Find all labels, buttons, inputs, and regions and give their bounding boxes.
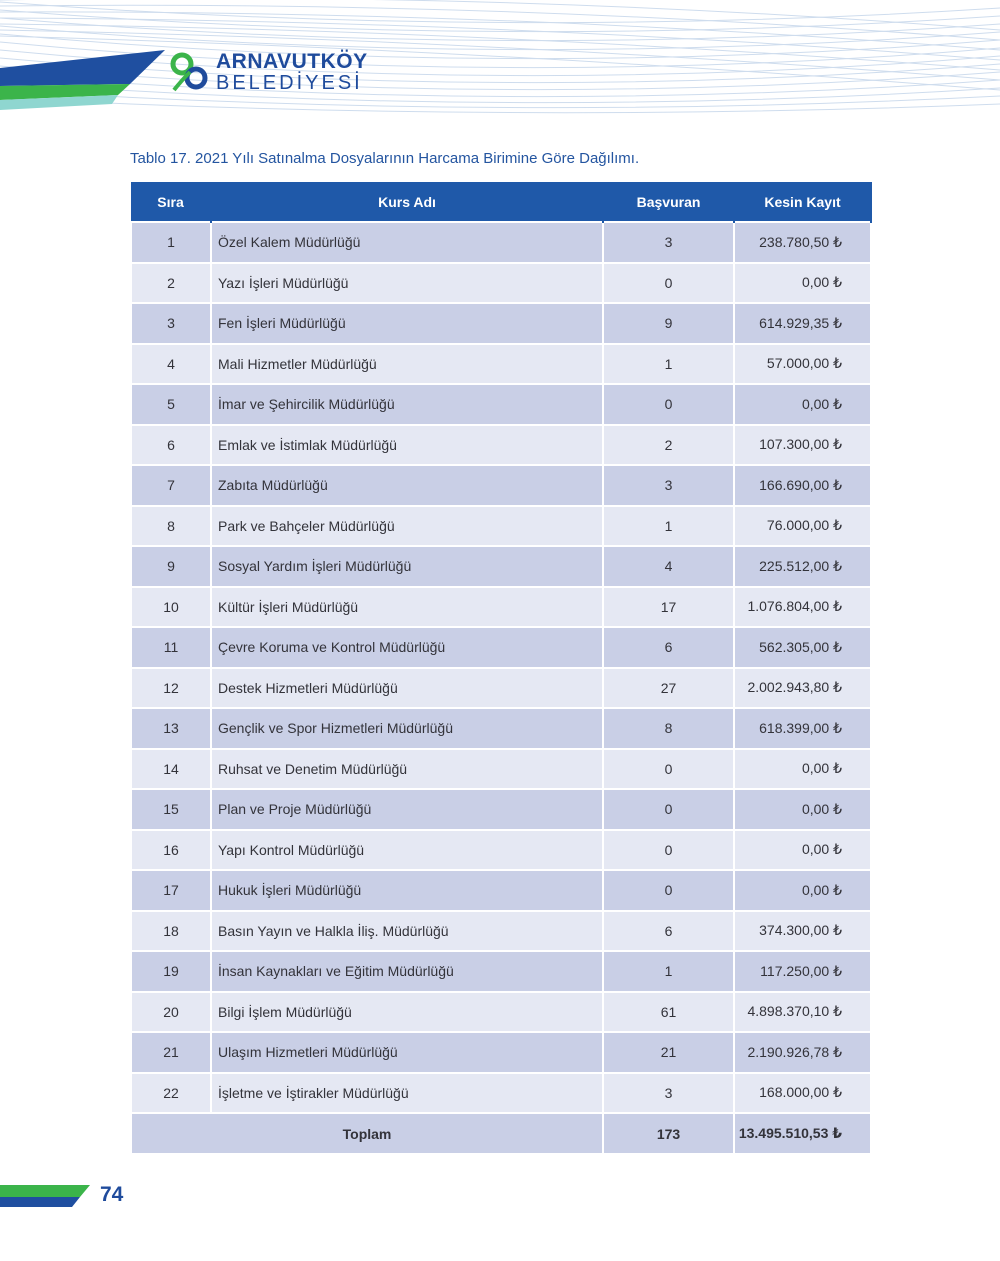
cell-ad: Basın Yayın ve Halkla İliş. Müdürlüğü bbox=[211, 911, 603, 952]
cell-kayit: 0,00 ₺ bbox=[734, 830, 871, 871]
cell-sira: 7 bbox=[131, 465, 211, 506]
cell-kayit: 0,00 ₺ bbox=[734, 789, 871, 830]
table-caption: Tablo 17. 2021 Yılı Satınalma Dosyalarının Harcama Birimine Göre Dağılımı. bbox=[130, 150, 640, 167]
table-row bbox=[131, 1032, 871, 1073]
cell-basvuran: 6 bbox=[603, 911, 734, 952]
cell-kayit: 4.898.370,10 ₺ bbox=[734, 992, 871, 1033]
total-label: Toplam bbox=[131, 1113, 603, 1154]
table-row bbox=[131, 506, 871, 547]
cell-sira: 4 bbox=[131, 344, 211, 385]
table-row bbox=[131, 951, 871, 992]
cell-ad: Yazı İşleri Müdürlüğü bbox=[211, 263, 603, 304]
cell-kayit: 1.076.804,00 ₺ bbox=[734, 587, 871, 628]
table-row bbox=[131, 546, 871, 587]
table-row bbox=[131, 789, 871, 830]
cell-basvuran: 0 bbox=[603, 384, 734, 425]
cell-ad: Gençlik ve Spor Hizmetleri Müdürlüğü bbox=[211, 708, 603, 749]
cell-sira: 8 bbox=[131, 506, 211, 547]
header-sira: Sıra bbox=[131, 182, 211, 222]
cell-ad: Fen İşleri Müdürlüğü bbox=[211, 303, 603, 344]
cell-kayit: 107.300,00 ₺ bbox=[734, 425, 871, 466]
brand-logo bbox=[168, 50, 368, 94]
data-table bbox=[130, 182, 872, 1155]
cell-basvuran: 0 bbox=[603, 870, 734, 911]
cell-basvuran: 0 bbox=[603, 830, 734, 871]
table-total-row bbox=[131, 1113, 871, 1154]
footer-decoration bbox=[0, 1185, 100, 1211]
cell-basvuran: 1 bbox=[603, 506, 734, 547]
table-row bbox=[131, 870, 871, 911]
cell-kayit: 166.690,00 ₺ bbox=[734, 465, 871, 506]
cell-ad: İşletme ve İştirakler Müdürlüğü bbox=[211, 1073, 603, 1114]
cell-sira: 22 bbox=[131, 1073, 211, 1114]
header-kesin-kayit: Kesin Kayıt bbox=[734, 182, 871, 222]
page-header bbox=[0, 0, 1000, 125]
header-basvuran: Başvuran bbox=[603, 182, 734, 222]
cell-ad: İmar ve Şehircilik Müdürlüğü bbox=[211, 384, 603, 425]
cell-basvuran: 21 bbox=[603, 1032, 734, 1073]
cell-basvuran: 0 bbox=[603, 749, 734, 790]
cell-sira: 1 bbox=[131, 222, 211, 263]
table-row bbox=[131, 384, 871, 425]
cell-kayit: 0,00 ₺ bbox=[734, 384, 871, 425]
table-row bbox=[131, 587, 871, 628]
cell-sira: 9 bbox=[131, 546, 211, 587]
cell-sira: 16 bbox=[131, 830, 211, 871]
cell-ad: İnsan Kaynakları ve Eğitim Müdürlüğü bbox=[211, 951, 603, 992]
cell-kayit: 76.000,00 ₺ bbox=[734, 506, 871, 547]
cell-kayit: 614.929,35 ₺ bbox=[734, 303, 871, 344]
cell-kayit: 238.780,50 ₺ bbox=[734, 222, 871, 263]
cell-ad: Hukuk İşleri Müdürlüğü bbox=[211, 870, 603, 911]
cell-basvuran: 0 bbox=[603, 789, 734, 830]
cell-sira: 10 bbox=[131, 587, 211, 628]
page-number: 74 bbox=[100, 1183, 124, 1206]
cell-kayit: 374.300,00 ₺ bbox=[734, 911, 871, 952]
cell-ad: Destek Hizmetleri Müdürlüğü bbox=[211, 668, 603, 709]
table-row bbox=[131, 1073, 871, 1114]
cell-basvuran: 1 bbox=[603, 951, 734, 992]
table-row bbox=[131, 303, 871, 344]
cell-basvuran: 3 bbox=[603, 465, 734, 506]
cell-sira: 19 bbox=[131, 951, 211, 992]
total-kayit: 13.495.510,53 ₺ bbox=[734, 1113, 871, 1154]
table-row bbox=[131, 708, 871, 749]
table-row bbox=[131, 830, 871, 871]
cell-ad: Plan ve Proje Müdürlüğü bbox=[211, 789, 603, 830]
table-row bbox=[131, 263, 871, 304]
cell-ad: Çevre Koruma ve Kontrol Müdürlüğü bbox=[211, 627, 603, 668]
cell-ad: Mali Hizmetler Müdürlüğü bbox=[211, 344, 603, 385]
cell-basvuran: 1 bbox=[603, 344, 734, 385]
cell-kayit: 2.002.943,80 ₺ bbox=[734, 668, 871, 709]
cell-sira: 2 bbox=[131, 263, 211, 304]
cell-sira: 12 bbox=[131, 668, 211, 709]
cell-sira: 5 bbox=[131, 384, 211, 425]
cell-kayit: 618.399,00 ₺ bbox=[734, 708, 871, 749]
cell-sira: 17 bbox=[131, 870, 211, 911]
cell-ad: Ruhsat ve Denetim Müdürlüğü bbox=[211, 749, 603, 790]
cell-ad: Park ve Bahçeler Müdürlüğü bbox=[211, 506, 603, 547]
table-row bbox=[131, 222, 871, 263]
table-row bbox=[131, 465, 871, 506]
brand-name-line1: ARNAVUTKÖY bbox=[216, 50, 368, 73]
cell-sira: 20 bbox=[131, 992, 211, 1033]
cell-kayit: 0,00 ₺ bbox=[734, 749, 871, 790]
cell-sira: 14 bbox=[131, 749, 211, 790]
table-header-row bbox=[131, 182, 871, 222]
cell-kayit: 225.512,00 ₺ bbox=[734, 546, 871, 587]
cell-basvuran: 2 bbox=[603, 425, 734, 466]
table-row bbox=[131, 344, 871, 385]
brand-name-line2: BELEDİYESİ bbox=[216, 72, 363, 94]
cell-ad: Emlak ve İstimlak Müdürlüğü bbox=[211, 425, 603, 466]
table-row bbox=[131, 627, 871, 668]
cell-sira: 6 bbox=[131, 425, 211, 466]
table-row bbox=[131, 992, 871, 1033]
cell-ad: Kültür İşleri Müdürlüğü bbox=[211, 587, 603, 628]
cell-basvuran: 9 bbox=[603, 303, 734, 344]
cell-sira: 18 bbox=[131, 911, 211, 952]
cell-ad: Zabıta Müdürlüğü bbox=[211, 465, 603, 506]
table-row bbox=[131, 911, 871, 952]
cell-kayit: 57.000,00 ₺ bbox=[734, 344, 871, 385]
cell-kayit: 0,00 ₺ bbox=[734, 870, 871, 911]
cell-basvuran: 6 bbox=[603, 627, 734, 668]
table-row bbox=[131, 668, 871, 709]
cell-ad: Yapı Kontrol Müdürlüğü bbox=[211, 830, 603, 871]
cell-ad: Özel Kalem Müdürlüğü bbox=[211, 222, 603, 263]
cell-ad: Sosyal Yardım İşleri Müdürlüğü bbox=[211, 546, 603, 587]
cell-sira: 13 bbox=[131, 708, 211, 749]
cell-sira: 21 bbox=[131, 1032, 211, 1073]
cell-kayit: 168.000,00 ₺ bbox=[734, 1073, 871, 1114]
cell-ad: Bilgi İşlem Müdürlüğü bbox=[211, 992, 603, 1033]
header-decoration bbox=[0, 0, 1000, 125]
cell-sira: 3 bbox=[131, 303, 211, 344]
cell-basvuran: 3 bbox=[603, 1073, 734, 1114]
cell-basvuran: 8 bbox=[603, 708, 734, 749]
cell-sira: 11 bbox=[131, 627, 211, 668]
cell-kayit: 2.190.926,78 ₺ bbox=[734, 1032, 871, 1073]
cell-basvuran: 17 bbox=[603, 587, 734, 628]
cell-basvuran: 61 bbox=[603, 992, 734, 1033]
table-row bbox=[131, 425, 871, 466]
cell-sira: 15 bbox=[131, 789, 211, 830]
total-basvuran: 173 bbox=[603, 1113, 734, 1154]
cell-basvuran: 3 bbox=[603, 222, 734, 263]
cell-kayit: 562.305,00 ₺ bbox=[734, 627, 871, 668]
logo-mark-icon bbox=[168, 50, 212, 94]
table-row bbox=[131, 749, 871, 790]
cell-basvuran: 27 bbox=[603, 668, 734, 709]
header-kurs-adi: Kurs Adı bbox=[211, 182, 603, 222]
cell-kayit: 0,00 ₺ bbox=[734, 263, 871, 304]
cell-kayit: 117.250,00 ₺ bbox=[734, 951, 871, 992]
cell-ad: Ulaşım Hizmetleri Müdürlüğü bbox=[211, 1032, 603, 1073]
cell-basvuran: 0 bbox=[603, 263, 734, 304]
cell-basvuran: 4 bbox=[603, 546, 734, 587]
